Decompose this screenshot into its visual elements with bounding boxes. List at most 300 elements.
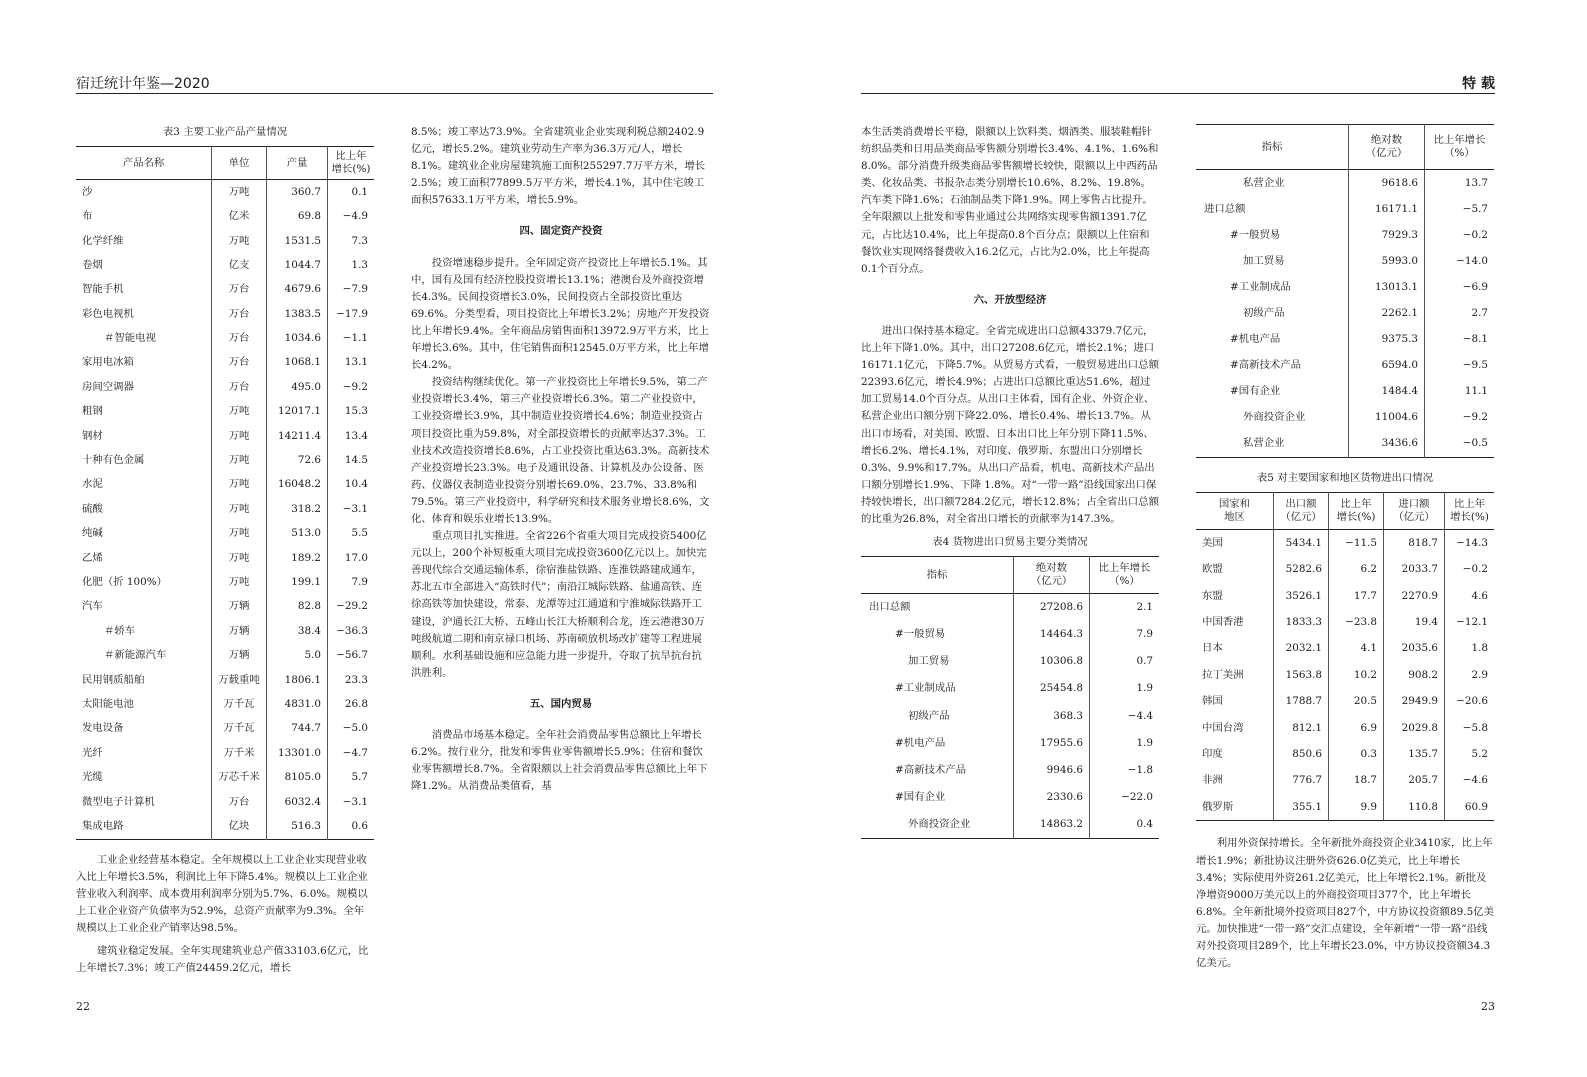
region-cell: 拉丁美洲: [1202, 668, 1244, 681]
export-cell: 5434.1: [1274, 530, 1329, 557]
table-row: [1196, 405, 1494, 431]
growth-cell: 10.4: [328, 473, 375, 497]
section-5-title: 五、国内贸易: [529, 697, 593, 710]
export-growth-cell: 20.5: [1329, 688, 1384, 714]
import-cell: 110.8: [1384, 794, 1445, 821]
output-cell: 8105.0: [267, 765, 328, 789]
export-cell: 3526.1: [1274, 583, 1329, 609]
import-growth-cell: 60.9: [1445, 794, 1495, 821]
growth-cell: −14.0: [1425, 248, 1495, 274]
growth-cell: −1.1: [328, 326, 375, 350]
product-name-cell: 汽车: [82, 600, 103, 613]
table5-header-row: [1196, 493, 1494, 530]
product-name-cell: 民用钢质船舶: [82, 673, 145, 686]
output-cell: 14211.4: [267, 424, 328, 448]
import-cell: 2035.6: [1384, 636, 1445, 662]
table4-header-indicator: 指标: [861, 557, 1014, 594]
absolute-value-cell: 13013.1: [1349, 274, 1425, 300]
table-row: [1196, 662, 1494, 688]
table5-caption: 表5 对主要国家和地区货物进出口情况: [1256, 472, 1434, 485]
indicator-cell: 私营企业: [1243, 437, 1285, 450]
unit-cell: 万吨: [212, 448, 267, 472]
unit-cell: 亿块: [212, 814, 267, 839]
growth-cell: −22.0: [1090, 784, 1160, 811]
trade-paragraph: 消费品市场基本稳定。全年社会消费品零售总额比上年增长6.2%。按行业分，批发和零售业零售额增长5.9%；住宿和餐饮业零售额增长8.7%。全省限额以上社会消费品零售总额比上年下降1.2%。从消费品类值看，基: [411, 729, 708, 793]
indicator-cell: 初级产品: [908, 709, 950, 722]
import-growth-cell: −5.8: [1445, 715, 1495, 741]
export-cell: 1788.7: [1274, 688, 1329, 714]
table-row: [861, 703, 1159, 730]
unit-cell: 万台: [212, 302, 267, 326]
table-row: [1196, 557, 1494, 583]
table-row: [861, 621, 1159, 648]
table-row: [1196, 248, 1494, 274]
output-cell: 4679.6: [267, 278, 328, 302]
investment-paragraph-2: 投资结构继续优化。第一产业投资比上年增长9.5%，第二产业投资增长3.4%，第三产业投资增长6.3%。第二产业投资中，工业投资增长3.9%，其中制造业投资增长4.6%；制造业投资占项目投资比重为59.8%，对全部投资增长的贡献率达37.3%。工业技术改造投资增长8.6%，占工业投资比重达63.3%。高新技术产业投资增长23.3%。电子及通讯设备、计算机及办公设备、医药、仪器仪表制造业投资分别增长69.0%、23.7%、33.8%和79.5%。第三产业投资中，科学研究和技术服务业增长8.6%，文化、体育和娱乐业增长13.9%。: [411, 376, 710, 525]
table4-header-absolute: 绝对数 （亿元）: [1014, 557, 1090, 594]
import-growth-cell: 1.8: [1445, 636, 1495, 662]
column-4: [1196, 124, 1494, 972]
output-cell: 4831.0: [267, 692, 328, 716]
import-growth-cell: −20.6: [1445, 688, 1495, 714]
table-row: [76, 302, 374, 326]
table3-header-unit: 单位: [212, 147, 267, 180]
table4-caption: 表4 货物进出口贸易主要分类情况: [932, 536, 1088, 549]
unit-cell: 万吨: [212, 546, 267, 570]
table-row: [76, 351, 374, 375]
table-row: [76, 595, 374, 619]
export-growth-cell: 0.3: [1329, 741, 1384, 767]
region-cell: 中国香港: [1202, 615, 1244, 628]
unit-cell: 万吨: [212, 473, 267, 497]
unit-cell: 万辆: [212, 644, 267, 668]
unit-cell: 万千瓦: [212, 717, 267, 741]
table-row: [76, 400, 374, 424]
import-cell: 908.2: [1384, 662, 1445, 688]
table-row: [861, 675, 1159, 702]
table-row: [76, 717, 374, 741]
indicator-cell: #国有企业: [1230, 385, 1281, 398]
export-cell: 2032.1: [1274, 636, 1329, 662]
left-header-rule: [76, 93, 713, 94]
absolute-value-cell: 2262.1: [1349, 300, 1425, 326]
indicator-cell: #高新技术产品: [1230, 359, 1302, 372]
product-name-cell: 化学纤维: [82, 234, 124, 247]
table3-body: [76, 180, 374, 840]
growth-cell: 7.3: [328, 229, 375, 253]
growth-cell: 26.8: [328, 692, 375, 716]
output-cell: 1044.7: [267, 253, 328, 277]
unit-cell: 万吨: [212, 497, 267, 521]
table-row: [1196, 583, 1494, 609]
growth-cell: −9.2: [328, 375, 375, 399]
product-name-cell: 乙烯: [82, 551, 103, 564]
growth-cell: −17.9: [328, 302, 375, 326]
product-name-cell: 十种有色金属: [82, 454, 145, 467]
table-row: [76, 375, 374, 399]
growth-cell: 0.6: [328, 814, 375, 839]
table-row: [1196, 379, 1494, 405]
absolute-value-cell: 9946.6: [1014, 757, 1090, 784]
growth-cell: 13.1: [328, 351, 375, 375]
consumption-continued: 本生活类消费增长平稳，限额以上饮料类、烟酒类、服装鞋帽针纺织品类和日用品类商品零售额分别增长3.4%、4.1%、1.6%和8.0%。部分消费升级类商品零售额增长较快，限额以上中西药品类、化妆品类、书报杂志类分别增长10.6%、8.2%、19.8%。汽车类下降1.6%；石油制品类下降1.9%。网上零售占比提升。全年限额以上批发和零售业通过公共网络实现零售额1391.7亿元，占比达10.4%，比上年提高0.8个百分点；限额以上住宿和餐饮业实现网络餐费收入16.2亿元，占比为2.0%，比上年提高0.1个百分点。: [861, 126, 1159, 275]
table-row: [76, 546, 374, 570]
right-running-title: 特 载: [1462, 76, 1495, 92]
table-row: [861, 757, 1159, 784]
table-row: [76, 765, 374, 789]
unit-cell: 亿支: [212, 253, 267, 277]
unit-cell: 万吨: [212, 570, 267, 594]
table4-body: [861, 594, 1159, 839]
investment-paragraph-1: 投资增速稳步提升。全年固定资产投资比上年增长5.1%。其中，国有及国有经济控股投资增长13.1%；港澳台及外商投资增长4.3%。民间投资增长3.0%，民间投资占全部投资比重达69.6%。分类型看，项目投资比上年增长3.2%；房地产开发投资比上年增长9.4%。全年商品房销售面积13972.9万平方米，比上年增长3.6%。其中，住宅销售面积12545.0万平方米，比上年增长4.2%。: [411, 256, 710, 372]
growth-cell: −3.1: [328, 790, 375, 814]
product-name-cell: 化肥（折 100%）: [82, 575, 167, 588]
table-row: [1196, 353, 1494, 379]
output-cell: 1383.5: [267, 302, 328, 326]
indicator-cell: 初级产品: [1243, 306, 1285, 319]
table-row: [76, 619, 374, 643]
growth-cell: 15.3: [328, 400, 375, 424]
unit-cell: 万吨: [212, 229, 267, 253]
indicator-cell: #机电产品: [895, 736, 946, 749]
growth-cell: −5.7: [1425, 196, 1495, 222]
growth-cell: −8.1: [1425, 327, 1495, 353]
export-cell: 5282.6: [1274, 557, 1329, 583]
import-cell: 205.7: [1384, 768, 1445, 794]
growth-cell: 2.7: [1425, 300, 1495, 326]
column-2: [411, 124, 711, 795]
table-row: [1196, 196, 1494, 222]
absolute-value-cell: 368.3: [1014, 703, 1090, 730]
unit-cell: 万台: [212, 278, 267, 302]
region-cell: 俄罗斯: [1202, 800, 1234, 813]
growth-cell: −9.2: [1425, 405, 1495, 431]
import-cell: 2949.9: [1384, 688, 1445, 714]
unit-cell: 万台: [212, 375, 267, 399]
import-growth-cell: −4.6: [1445, 768, 1495, 794]
table-row: [1196, 431, 1494, 458]
growth-cell: 1.9: [1090, 675, 1160, 702]
region-cell: 印度: [1202, 747, 1223, 760]
absolute-value-cell: 14464.3: [1014, 621, 1090, 648]
import-cell: 2033.7: [1384, 557, 1445, 583]
table-row: [76, 522, 374, 546]
table-row: [1196, 300, 1494, 326]
table3-caption: 表3 主要工业产品产量情况: [162, 126, 288, 138]
table-row: [1196, 327, 1494, 353]
output-cell: 69.8: [267, 204, 328, 228]
table5-body: [1196, 530, 1494, 821]
column-1: [76, 124, 374, 977]
table-row: [1196, 170, 1494, 197]
growth-cell: 5.5: [328, 522, 375, 546]
growth-cell: 13.7: [1425, 170, 1495, 197]
growth-cell: −0.5: [1425, 431, 1495, 458]
table-row: [76, 692, 374, 716]
absolute-value-cell: 14863.2: [1014, 811, 1090, 839]
absolute-value-cell: 3436.6: [1349, 431, 1425, 458]
region-cell: 东盟: [1202, 589, 1223, 602]
growth-cell: 17.0: [328, 546, 375, 570]
product-name-cell: 微型电子计算机: [82, 795, 155, 808]
export-cell: 776.7: [1274, 768, 1329, 794]
absolute-value-cell: 7929.3: [1349, 222, 1425, 248]
output-cell: 199.1: [267, 570, 328, 594]
output-cell: 12017.1: [267, 400, 328, 424]
import-cell: 2270.9: [1384, 583, 1445, 609]
table-row: [1196, 222, 1494, 248]
absolute-value-cell: 16171.1: [1349, 196, 1425, 222]
region-cell: 韩国: [1202, 695, 1223, 708]
output-cell: 1531.5: [267, 229, 328, 253]
growth-cell: 0.1: [328, 180, 375, 205]
absolute-value-cell: 11004.6: [1349, 405, 1425, 431]
table4c-header-row: [1196, 125, 1494, 170]
unit-cell: 万吨: [212, 180, 267, 205]
table-row: [76, 326, 374, 350]
product-name-cell: ＃智能电视: [104, 332, 156, 345]
import-growth-cell: 2.9: [1445, 662, 1495, 688]
output-cell: 1034.6: [267, 326, 328, 350]
absolute-value-cell: 10306.8: [1014, 648, 1090, 675]
export-cell: 1833.3: [1274, 609, 1329, 635]
growth-cell: 13.4: [328, 424, 375, 448]
product-name-cell: 沙: [82, 185, 93, 198]
growth-cell: 0.7: [1090, 648, 1160, 675]
table-row: [1196, 274, 1494, 300]
unit-cell: 万台: [212, 351, 267, 375]
unit-cell: 万千米: [212, 741, 267, 765]
table-row: [1196, 636, 1494, 662]
table-row: [76, 180, 374, 205]
product-name-cell: 卷烟: [82, 258, 103, 271]
table5-header-import: 进口额 （亿元）: [1384, 493, 1445, 530]
product-name-cell: 房间空调器: [82, 380, 134, 393]
table4c-body: [1196, 170, 1494, 458]
output-cell: 72.6: [267, 448, 328, 472]
table4: [861, 556, 1159, 839]
construction-paragraph: 建筑业稳定发展。全年实现建筑业总产值33103.6亿元，比上年增长7.3%；竣工产值24459.2亿元，增长: [76, 945, 369, 975]
table-row: [76, 278, 374, 302]
growth-cell: 14.5: [328, 448, 375, 472]
output-cell: 513.0: [267, 522, 328, 546]
table5-header-import-growth: 比上年 增长(%): [1445, 493, 1495, 530]
table-row: [76, 448, 374, 472]
unit-cell: 亿米: [212, 204, 267, 228]
industry-text: [76, 852, 374, 978]
output-cell: 5.0: [267, 644, 328, 668]
table-row: [76, 424, 374, 448]
output-cell: 82.8: [267, 595, 328, 619]
output-cell: 1806.1: [267, 668, 328, 692]
output-cell: 13301.0: [267, 741, 328, 765]
section-6-title: 六、开放型经济: [973, 293, 1047, 306]
indicator-cell: #一般贸易: [895, 628, 946, 641]
product-name-cell: 发电设备: [82, 722, 124, 735]
unit-cell: 万吨: [212, 424, 267, 448]
region-cell: 日本: [1202, 642, 1223, 655]
indicator-cell: 外商投资企业: [1243, 411, 1306, 424]
absolute-value-cell: 25454.8: [1014, 675, 1090, 702]
export-cell: 1563.8: [1274, 662, 1329, 688]
indicator-cell: #高新技术产品: [895, 763, 967, 776]
table-row: [76, 570, 374, 594]
export-growth-cell: 6.9: [1329, 715, 1384, 741]
table-row: [1196, 768, 1494, 794]
growth-cell: 11.1: [1425, 379, 1495, 405]
product-name-cell: 硫酸: [82, 502, 103, 515]
import-cell: 818.7: [1384, 530, 1445, 557]
import-growth-cell: −14.3: [1445, 530, 1495, 557]
indicator-cell: 加工贸易: [908, 655, 950, 668]
growth-cell: −29.2: [328, 595, 375, 619]
product-name-cell: 粗钢: [82, 405, 103, 418]
table-row: [76, 253, 374, 277]
table-row: [861, 811, 1159, 839]
unit-cell: 万辆: [212, 595, 267, 619]
output-cell: 6032.4: [267, 790, 328, 814]
indicator-cell: 出口总额: [869, 601, 911, 614]
right-header-rule: [861, 93, 1495, 94]
growth-cell: −3.1: [328, 497, 375, 521]
export-growth-cell: 17.7: [1329, 583, 1384, 609]
export-cell: 355.1: [1274, 794, 1329, 821]
indicator-cell: 外商投资企业: [908, 817, 971, 830]
table-row: [1196, 715, 1494, 741]
open-economy-paragraph: 进出口保持基本稳定。全省完成进出口总额43379.7亿元，比上年下降1.0%。其中，出口27208.6亿元，增长2.1%；进口16171.1亿元，下降5.7%。从贸易方式看，一般贸易进出口总额22393.6亿元，增长4.9%；占进出口总额比重达51.6%，超过加工贸易14.0个百分点。从出口主体看，国有企业、外资企业、私营企业出口额分别下降22.0%、增长0.4%、增长13.7%。从出口市场看，对美国、欧盟、日本出口比上年分别下降11.5%、增长6.2%、增长4.1%，对印度、俄罗斯、东盟出口分别增长0.3%、9.9%和17.7%。从出口产品看，机电、高新技术产品出口额分别增长1.9%、下降 1.8%。对“一带一路”沿线国家出口保持较快增长，出口额7284.2亿元，增长12.8%；占全省出口总额的比重为26.8%，对全省出口增长的贡献率为147.3%。: [861, 324, 1159, 525]
table-row: [861, 730, 1159, 757]
import-growth-cell: −12.1: [1445, 609, 1495, 635]
region-cell: 美国: [1202, 536, 1223, 549]
table-row: [1196, 609, 1494, 635]
industry-paragraph: 工业企业经营基本稳定。全年规模以上工业企业实现营业收入比上年增长3.5%，利润比上年下降5.4%。规模以上工业企业营业收入利润率、成本费用利润率分别为5.7%、6.0%。规模以上工业企业资产负债率为52.9%，总资产贡献率为9.3%。全年规模以上工业企业产销率达98.5%。: [76, 853, 368, 935]
absolute-value-cell: 6594.0: [1349, 353, 1425, 379]
growth-cell: −0.2: [1425, 222, 1495, 248]
product-name-cell: 家用电冰箱: [82, 356, 134, 369]
growth-cell: 2.1: [1090, 594, 1160, 622]
table-row: [1196, 530, 1494, 557]
growth-cell: 7.9: [328, 570, 375, 594]
table3-header-output: 产量: [267, 147, 328, 180]
table-row: [76, 229, 374, 253]
product-name-cell: 布: [82, 210, 93, 223]
growth-cell: −56.7: [328, 644, 375, 668]
table5-header-region: 国家和 地区: [1196, 493, 1274, 530]
table-row: [76, 644, 374, 668]
absolute-value-cell: 5993.0: [1349, 248, 1425, 274]
export-growth-cell: 18.7: [1329, 768, 1384, 794]
column-3: [861, 124, 1159, 839]
export-cell: 850.6: [1274, 741, 1329, 767]
growth-cell: −7.9: [328, 278, 375, 302]
table4c-header-absolute: 绝对数 （亿元）: [1349, 125, 1425, 170]
table-row: [1196, 741, 1494, 767]
growth-cell: −36.3: [328, 619, 375, 643]
growth-cell: 1.9: [1090, 730, 1160, 757]
table5-header-export: 出口额 （亿元）: [1274, 493, 1329, 530]
growth-cell: 0.4: [1090, 811, 1160, 839]
region-cell: 非洲: [1202, 774, 1223, 787]
indicator-cell: #工业制成品: [1230, 280, 1291, 293]
table-row: [76, 204, 374, 228]
growth-cell: −9.5: [1425, 353, 1495, 379]
output-cell: 516.3: [267, 814, 328, 839]
output-cell: 16048.2: [267, 473, 328, 497]
indicator-cell: #国有企业: [895, 790, 946, 803]
table-row: [76, 668, 374, 692]
section-4-title: 四、固定资产投资: [519, 225, 603, 238]
growth-cell: −1.8: [1090, 757, 1160, 784]
export-growth-cell: −11.5: [1329, 530, 1384, 557]
indicator-cell: #一般贸易: [1230, 228, 1281, 241]
absolute-value-cell: 9618.6: [1349, 170, 1425, 197]
left-running-title: 宿迁统计年鉴—2020: [76, 76, 210, 92]
unit-cell: 万千瓦: [212, 692, 267, 716]
unit-cell: 万辆: [212, 619, 267, 643]
export-growth-cell: 10.2: [1329, 662, 1384, 688]
growth-cell: −4.4: [1090, 703, 1160, 730]
page-number-left: 22: [76, 1000, 90, 1013]
growth-cell: −5.0: [328, 717, 375, 741]
unit-cell: 万载重吨: [212, 668, 267, 692]
growth-cell: 23.3: [328, 668, 375, 692]
table-row: [76, 741, 374, 765]
product-name-cell: 钢材: [82, 429, 103, 442]
table-row: [1196, 688, 1494, 714]
unit-cell: 万芯千米: [212, 765, 267, 789]
product-name-cell: 集成电路: [82, 819, 124, 832]
table-row: [861, 784, 1159, 811]
output-cell: 189.2: [267, 546, 328, 570]
table5-header-export-growth: 比上年 增长(%): [1329, 493, 1384, 530]
growth-cell: 5.7: [328, 765, 375, 789]
table-row: [76, 473, 374, 497]
export-growth-cell: 9.9: [1329, 794, 1384, 821]
table4-continued: [1196, 124, 1494, 458]
output-cell: 318.2: [267, 497, 328, 521]
foreign-investment-paragraph: 利用外资保持增长。全年新批外商投资企业3410家，比上年增长1.9%；新批协议注册外资626.0亿美元，比上年增长3.4%；实际使用外资261.2亿美元，比上年增长2.1%。新批及净增资9000万美元以上的外商投资项目377个，比上年增长6.8%。全年新批境外投资项目827个，中方协议投资额89.5亿美元。加快推进“一带一路”交汇点建设，全年新增“一带一路”沿线对外投资项目289个，比上年增长23.0%，中方协议投资额34.3亿美元。: [1196, 837, 1494, 970]
absolute-value-cell: 17955.6: [1014, 730, 1090, 757]
growth-cell: −4.9: [328, 204, 375, 228]
import-cell: 19.4: [1384, 609, 1445, 635]
absolute-value-cell: 27208.6: [1014, 594, 1090, 622]
table-row: [76, 814, 374, 839]
unit-cell: 万吨: [212, 400, 267, 424]
absolute-value-cell: 2330.6: [1014, 784, 1090, 811]
investment-paragraph-3: 重点项目扎实推进。全省226个省重大项目完成投资5400亿元以上，200个补短板重大项目完成投资3600亿元以上。加快完善现代综合交通运输体系，徐宿淮盐铁路、连淮铁路建成通车，苏北五市全部进入“高铁时代”；南沿江城际铁路、盐通高铁、连徐高铁等加快建设，常泰、龙潭等过江通道和宁淮城际铁路开工建设，沪通长江大桥、五峰山长江大桥顺利合龙，连云港港30万吨级航道二期和南京禄口机场、苏南硕放机场改扩建等工程进展顺利。水利基础设施和应急能力进一步提升，夺取了抗旱抗台抗洪胜利。: [411, 530, 707, 679]
import-growth-cell: 4.6: [1445, 583, 1495, 609]
unit-cell: 万吨: [212, 522, 267, 546]
output-cell: 38.4: [267, 619, 328, 643]
indicator-cell: 私营企业: [1243, 176, 1285, 189]
output-cell: 495.0: [267, 375, 328, 399]
construction-continued: 8.5%；竣工率达73.9%。全省建筑业企业实现利税总额2402.9亿元，增长5.2%。建筑业劳动生产率为36.3万元/人，增长8.1%。建筑业企业房屋建筑施工面积255297.7万平方米，增长2.5%；竣工面积77899.5万平方米，增长4.1%，其中住宅竣工面积57633.1万平方米，增长5.9%。: [411, 126, 706, 207]
import-growth-cell: −0.2: [1445, 557, 1495, 583]
import-cell: 135.7: [1384, 741, 1445, 767]
table3-header-row: [76, 147, 374, 180]
growth-cell: 1.3: [328, 253, 375, 277]
page-number-right: 23: [1481, 1000, 1495, 1013]
product-name-cell: 太阳能电池: [82, 697, 134, 710]
table-row: [861, 594, 1159, 622]
product-name-cell: ＃轿车: [104, 624, 136, 637]
product-name-cell: 彩色电视机: [82, 307, 134, 320]
product-name-cell: 纯碱: [82, 527, 103, 540]
output-cell: 1068.1: [267, 351, 328, 375]
region-cell: 中国台湾: [1202, 721, 1244, 734]
region-cell: 欧盟: [1202, 563, 1223, 576]
unit-cell: 万台: [212, 790, 267, 814]
